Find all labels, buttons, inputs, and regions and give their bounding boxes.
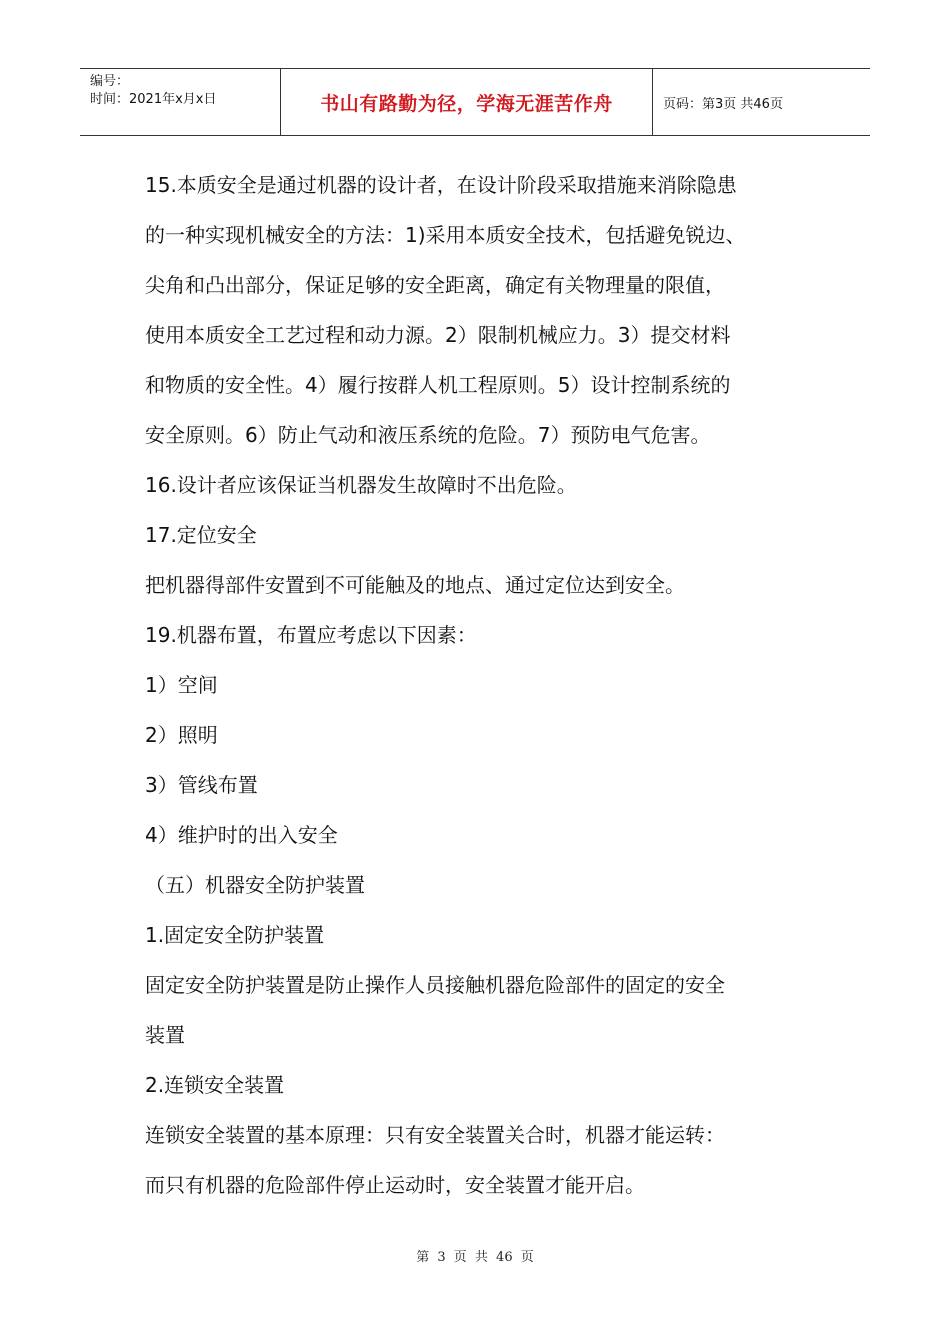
text-line: 的一种实现机械安全的方法：1)采用本质安全技术，包括避免锐边、 (145, 223, 746, 247)
text-line: 把机器得部件安置到不可能触及的地点、通过定位达到安全。 (145, 573, 685, 597)
page-header (80, 68, 870, 136)
list-item: 1）空间 (145, 673, 218, 697)
text-line: 固定安全防护装置是防止操作人员接触机器危险部件的固定的安全 (145, 973, 725, 997)
document-body (145, 160, 825, 1210)
list-item: 3）管线布置 (145, 773, 258, 797)
section-heading: 2.连锁安全装置 (145, 1073, 285, 1097)
text-line: 安全原则。6）防止气动和液压系统的危险。7）预防电气危害。 (145, 423, 711, 447)
date-label: 时间：2021年x月x日 (90, 92, 217, 107)
list-item: 4）维护时的出入安全 (145, 823, 338, 847)
header-meta (80, 69, 281, 135)
page-footer: 第 3 页 共 46 页 (416, 1250, 534, 1265)
header-motto: 书山有路勤为径，学海无涯苦作舟 (281, 69, 653, 135)
text-line: 15.本质安全是通过机器的设计者，在设计阶段采取措施来消除隐患 (145, 173, 737, 197)
code-label: 编号： (90, 74, 130, 89)
section-heading: （五）机器安全防护装置 (145, 873, 365, 897)
text-line: 19.机器布置，布置应考虑以下因素： (145, 623, 477, 647)
text-line: 16.设计者应该保证当机器发生故障时不出危险。 (145, 473, 577, 497)
header-page-info: 页码：第3页 共46页 (663, 96, 783, 112)
text-line: 尖角和凸出部分，保证足够的安全距离，确定有关物理量的限值， (145, 273, 725, 297)
section-heading: 17.定位安全 (145, 523, 257, 547)
text-line: 装置 (145, 1023, 185, 1047)
section-heading: 1.固定安全防护装置 (145, 923, 325, 947)
text-line: 而只有机器的危险部件停止运动时，安全装置才能开启。 (145, 1173, 645, 1197)
text-line: 使用本质安全工艺过程和动力源。2）限制机械应力。3）提交材料 (145, 323, 731, 347)
text-line: 和物质的安全性。4）履行按群人机工程原则。5）设计控制系统的 (145, 373, 731, 397)
list-item: 2）照明 (145, 723, 218, 747)
text-line: 连锁安全装置的基本原理：只有安全装置关合时，机器才能运转： (145, 1123, 725, 1147)
